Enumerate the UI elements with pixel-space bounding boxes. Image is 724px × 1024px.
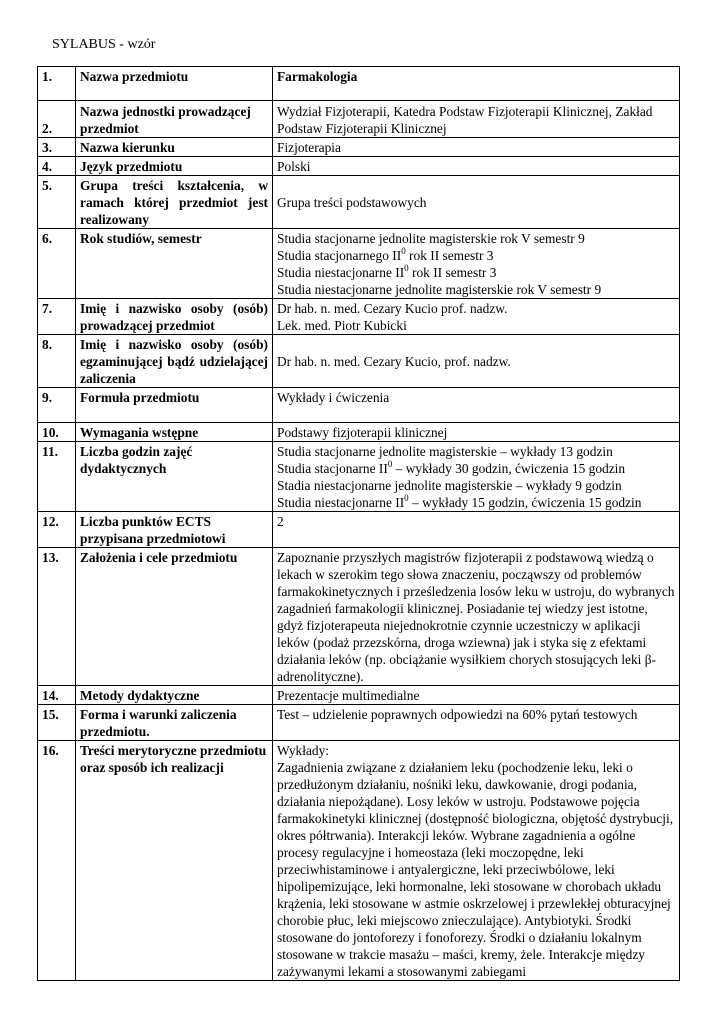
table-row [38, 388, 680, 423]
row-value: 2 [273, 512, 680, 548]
row-label: Nazwa kierunku [76, 138, 273, 157]
row-value: Podstawy fizjoterapii klinicznej [273, 423, 680, 442]
row-value: Test – udzielenie poprawnych odpowiedzi na 60% pytań testowych [273, 705, 680, 741]
row-label: Nazwa przedmiotu [76, 67, 273, 101]
value-line: Studia stacjonarne jednolite magisterskie – wykłady 13 godzin [277, 444, 613, 459]
table-row [38, 423, 680, 442]
table-row [38, 705, 680, 741]
value-paragraph: Zagadnienia związane z działaniem leku (pochodzenie leku, leki o przedłużonym działaniu, nośniki leku, dawkowanie, drogi podania, działania niepożądane). Losy leków w ustroju. Podstawowe pojęcia farmakokinetyki klinicznej (dostępność biologiczna, objętość dystrybucji, okres półtrwania). Interakcji leków. Wybrane zagadnienia a ogólne procesy regulacyjne i homeostaza (leki moczopędne, leki przeciwhistaminowe i antyalergiczne, leki przeciwbólowe, leki hipolipemizujące, leki hormonalne, leki stosowane w chorobach układu krążenia, leki stosowane w astmie oskrzelowej i przewlekłej obturacyjnej chorobie płuc, leki miejscowo znieczulające). Antybiotyki. Środki stosowane do jontoforezy i fonoforezy. Środki o działaniu lokalnym stosowane w trakcie masażu – maści, kremy, żele. Interakcje między zażywanymi lekami a stosowanymi zabiegami [277, 760, 674, 979]
row-number: 10. [38, 423, 76, 442]
row-value: Farmakologia [273, 67, 680, 101]
table-row [38, 157, 680, 176]
value-line: Studia niestacjonarne $II^0$ – wykłady 15 godzin, ćwiczenia 15 godzin [277, 492, 642, 510]
row-number: 6. [38, 229, 76, 299]
row-number: 11. [38, 442, 76, 512]
value-line: Dr hab. n. med. Cezary Kucio prof. nadzw. [277, 301, 508, 316]
value-line: Studia stacjonarnego $II^0$ rok II semestr 3 [277, 245, 494, 263]
row-label: Forma i warunki zaliczenia przedmiotu. [76, 705, 273, 741]
row-label: Liczba godzin zajęć dydaktycznych [76, 442, 273, 512]
row-label: Imię i nazwisko osoby (osób) egzaminującej bądź udzielającej zaliczenia [76, 335, 273, 388]
row-value [273, 741, 680, 981]
row-number: 15. [38, 705, 76, 741]
row-number: 4. [38, 157, 76, 176]
table-row [38, 138, 680, 157]
row-label: Imię i nazwisko osoby (osób) prowadzącej przedmiot [76, 299, 273, 335]
row-label: Formuła przedmiotu [76, 388, 273, 423]
row-label: Liczba punktów ECTS przypisana przedmiotowi [76, 512, 273, 548]
value-line: Studia niestacjonarne $II^0$ rok II semestr 3 [277, 262, 497, 280]
value-line: Lek. med. Piotr Kubicki [277, 318, 407, 333]
value-line: Studia stacjonarne $II^0$ – wykłady 30 godzin, ćwiczenia 15 godzin [277, 458, 626, 476]
table-row [38, 67, 680, 101]
row-number: 2. [38, 101, 76, 138]
row-label: Wymagania wstępne [76, 423, 273, 442]
row-label: Nazwa jednostki prowadzącej przedmiot [76, 101, 273, 138]
row-number: 1. [38, 67, 76, 101]
row-value: Fizjoterapia [273, 138, 680, 157]
table-row [38, 741, 680, 981]
row-value: Polski [273, 157, 680, 176]
table-row [38, 335, 680, 388]
row-number: 14. [38, 686, 76, 705]
document-title: SYLABUS - wzór [52, 37, 156, 52]
row-label: Rok studiów, semestr [76, 229, 273, 299]
table-row [38, 101, 680, 138]
row-value: Zapoznanie przyszłych magistrów fizjoterapii z podstawową wiedzą o lekach w szerokim tego słowa znaczeniu, począwszy od problemów farmakokinetycznych i prześledzenia losów leku w ustroju, do wybranych zagadnień farmakologii klinicznej. Posiadanie tej wiedzy jest istotne, gdyż fizjoterapeuta niejednokrotnie czynnie uczestniczy w aplikacji leków (podaż przezskórna, droga wziewna) jak i styka się z efektami działania leków (np. obciążanie wysiłkiem chorych stosujących leki β-adrenolityczne). [273, 548, 680, 686]
row-value [273, 442, 680, 512]
value-line: Studia niestacjonarne jednolite magisterskie rok V semestr 9 [277, 282, 602, 297]
row-value [273, 299, 680, 335]
table-row [38, 229, 680, 299]
row-number: 12. [38, 512, 76, 548]
row-number: 3. [38, 138, 76, 157]
table-row [38, 299, 680, 335]
row-value: Dr hab. n. med. Cezary Kucio, prof. nadzw. [273, 335, 680, 388]
value-line: Studia stacjonarne jednolite magisterskie rok V semestr 9 [277, 231, 585, 246]
row-value [273, 229, 680, 299]
row-number: 16. [38, 741, 76, 981]
row-label: Założenia i cele przedmiotu [76, 548, 273, 686]
table-row [38, 548, 680, 686]
row-value: Prezentacje multimedialne [273, 686, 680, 705]
row-label: Język przedmiotu [76, 157, 273, 176]
table-row [38, 686, 680, 705]
row-number: 5. [38, 176, 76, 229]
row-value: Grupa treści podstawowych [273, 176, 680, 229]
row-label: Treści merytoryczne przedmiotu oraz sposób ich realizacji [76, 741, 273, 981]
row-value: Wydział Fizjoterapii, Katedra Podstaw Fizjoterapii Klinicznej, Zakład Podstaw Fizjoterapii Klinicznej [273, 101, 680, 138]
row-number: 13. [38, 548, 76, 686]
row-label: Grupa treści kształcenia, w ramach której przedmiot jest realizowany [76, 176, 273, 229]
row-label: Metody dydaktyczne [76, 686, 273, 705]
table-row [38, 442, 680, 512]
value-heading: Wykłady: [277, 743, 329, 758]
row-number: 7. [38, 299, 76, 335]
table-row [38, 512, 680, 548]
syllabus-table [37, 66, 680, 981]
table-row [38, 176, 680, 229]
row-value: Wykłady i ćwiczenia [273, 388, 680, 423]
value-line: Stadia niestacjonarne jednolite magisterskie – wykłady 9 godzin [277, 478, 622, 493]
row-number: 9. [38, 388, 76, 423]
row-number: 8. [38, 335, 76, 388]
